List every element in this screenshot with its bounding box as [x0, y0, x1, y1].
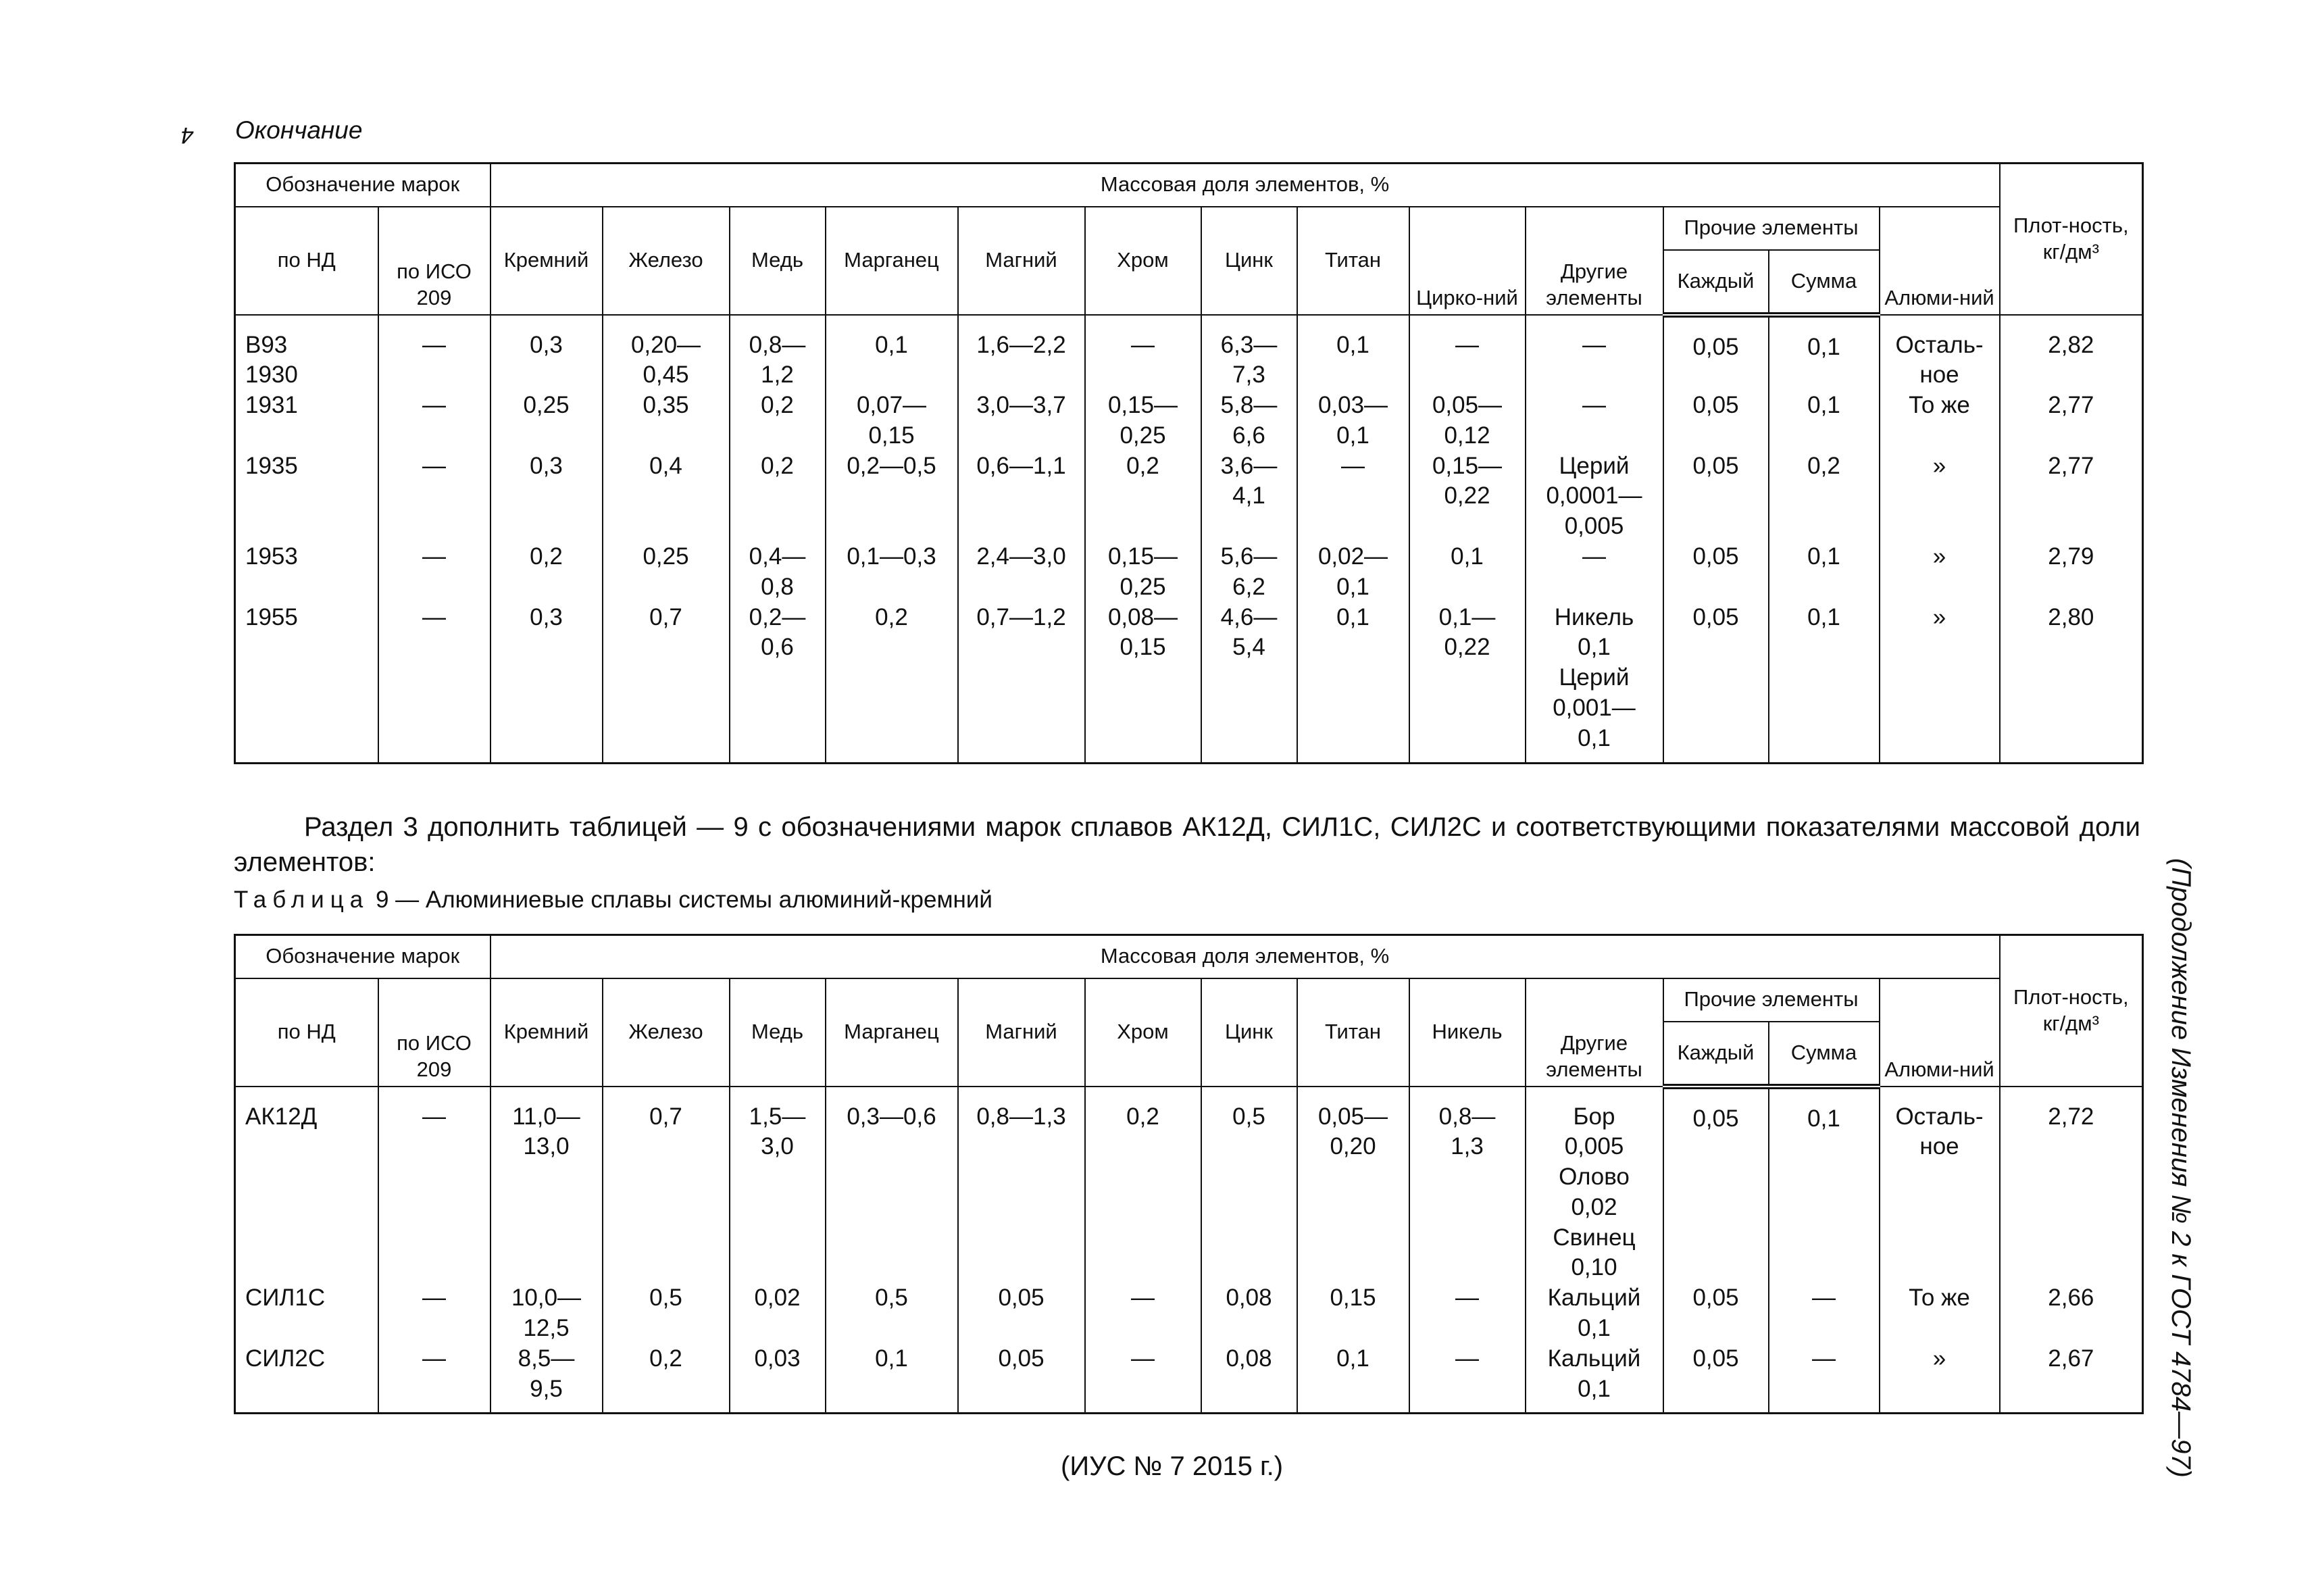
header-copper: Медь	[730, 207, 826, 315]
cell-silicon: 0,3	[491, 603, 603, 763]
cell-silicon: 0,3	[491, 451, 603, 542]
header-grades: Обозначение марок	[235, 164, 491, 207]
table-row	[235, 1283, 2143, 1344]
cell-each: 0,05	[1663, 451, 1769, 542]
header-zirconium: Цирко-ний	[1409, 207, 1526, 315]
cell-zinc: 5,8— 6,6	[1201, 391, 1297, 451]
cell-grade-nd: 1953	[235, 542, 378, 603]
cell-aluminium: »	[1880, 451, 2000, 542]
cell-grade-iso: —	[378, 542, 491, 603]
cell-aluminium: Осталь- ное	[1880, 315, 2000, 391]
cell-col11: 0,1— 0,22	[1409, 603, 1526, 763]
header-mass-fraction: Массовая доля элементов, %	[491, 164, 2000, 207]
cell-titanium: —	[1297, 451, 1409, 542]
header-other-elements: Другие элементы	[1526, 207, 1663, 315]
cell-silicon: 10,0— 12,5	[491, 1283, 603, 1344]
density-label: Плот-ность, кг/дм³	[2013, 985, 2129, 1035]
cell-grade-nd: В93 1930	[235, 315, 378, 391]
cell-manganese: 0,2—0,5	[826, 451, 958, 542]
cell-iron: 0,5	[603, 1283, 730, 1344]
cell-other-elements: —	[1526, 542, 1663, 603]
cell-col11: —	[1409, 315, 1526, 391]
cell-chromium: —	[1085, 315, 1201, 391]
cell-col11: 0,1	[1409, 542, 1526, 603]
cell-iron: 0,20— 0,45	[603, 315, 730, 391]
table-body	[235, 1087, 2143, 1414]
continuation-title: Окончание	[235, 116, 363, 144]
cell-each: 0,05	[1663, 391, 1769, 451]
cell-grade-nd: АК12Д	[235, 1087, 378, 1284]
cell-other-elements: Церий 0,0001— 0,005	[1526, 451, 1663, 542]
header-iron: Железо	[603, 207, 730, 315]
cell-silicon: 8,5— 9,5	[491, 1344, 603, 1414]
cell-col11: 0,8— 1,3	[1409, 1087, 1526, 1284]
cell-sum: 0,1	[1769, 542, 1880, 603]
cell-silicon: 0,25	[491, 391, 603, 451]
cell-each: 0,05	[1663, 1283, 1769, 1344]
cell-aluminium: То же	[1880, 391, 2000, 451]
cell-magnesium: 0,05	[958, 1344, 1085, 1414]
cell-density: 2,67	[2000, 1344, 2143, 1414]
cell-copper: 0,02	[730, 1283, 826, 1344]
header-grades: Обозначение марок	[235, 935, 491, 978]
cell-aluminium: »	[1880, 603, 2000, 763]
cell-other-elements: —	[1526, 391, 1663, 451]
cell-magnesium: 0,6—1,1	[958, 451, 1085, 542]
cell-density: 2,80	[2000, 603, 2143, 763]
cell-zinc: 5,6— 6,2	[1201, 542, 1297, 603]
density-label: Плот-ность, кг/дм³	[2013, 214, 2129, 264]
header-iron: Железо	[603, 978, 730, 1087]
table-row	[235, 1087, 2143, 1284]
header-silicon: Кремний	[491, 207, 603, 315]
cell-manganese: 0,07— 0,15	[826, 391, 958, 451]
cell-manganese: 0,2	[826, 603, 958, 763]
cell-grade-iso: —	[378, 391, 491, 451]
cell-each: 0,05	[1663, 603, 1769, 763]
cell-magnesium: 0,8—1,3	[958, 1087, 1085, 1284]
cell-copper: 0,8— 1,2	[730, 315, 826, 391]
cell-grade-nd: СИЛ2С	[235, 1344, 378, 1414]
cell-zinc: 0,5	[1201, 1087, 1297, 1284]
header-magnesium: Магний	[958, 207, 1085, 315]
cell-magnesium: 0,05	[958, 1283, 1085, 1344]
cell-density: 2,82	[2000, 315, 2143, 391]
alloy-table-1	[234, 162, 2144, 764]
cell-titanium: 0,1	[1297, 603, 1409, 763]
cell-grade-iso: —	[378, 315, 491, 391]
header-chromium: Хром	[1085, 207, 1201, 315]
cell-iron: 0,4	[603, 451, 730, 542]
side-continuation-note: (Продолжение Изменения № 2 к ГОСТ 4784—97)	[2166, 858, 2196, 1478]
header-magnesium: Магний	[958, 978, 1085, 1087]
header-each: Каждый	[1663, 250, 1769, 315]
footer-issue-note: (ИУС № 7 2015 г.)	[1061, 1451, 1284, 1481]
header-manganese: Марганец	[826, 978, 958, 1087]
cell-manganese: 0,1	[826, 1344, 958, 1414]
cell-aluminium: »	[1880, 1344, 2000, 1414]
cell-silicon: 11,0— 13,0	[491, 1087, 603, 1284]
cell-col11: —	[1409, 1344, 1526, 1414]
header-by-nd: по НД	[235, 978, 378, 1087]
cell-grade-iso: —	[378, 1283, 491, 1344]
table-row	[235, 451, 2143, 542]
cell-grade-iso: —	[378, 1087, 491, 1284]
cell-iron: 0,2	[603, 1344, 730, 1414]
cell-copper: 0,4— 0,8	[730, 542, 826, 603]
header-nickel: Никель	[1409, 978, 1526, 1087]
cell-chromium: —	[1085, 1344, 1201, 1414]
cell-each: 0,05	[1663, 315, 1769, 391]
header-manganese: Марганец	[826, 207, 958, 315]
cell-manganese: 0,1	[826, 315, 958, 391]
cell-titanium: 0,03— 0,1	[1297, 391, 1409, 451]
header-aluminium: Алюми-ний	[1880, 207, 2000, 315]
table-row	[235, 1344, 2143, 1414]
cell-other-elements: Бор 0,005 Олово 0,02 Свинец 0,10	[1526, 1087, 1663, 1284]
header-density	[2000, 935, 2143, 1087]
table-caption	[234, 887, 992, 914]
header-by-iso: по ИСО 209	[378, 207, 491, 315]
header-titanium: Титан	[1297, 207, 1409, 315]
cell-chromium: 0,2	[1085, 1087, 1201, 1284]
cell-titanium: 0,02— 0,1	[1297, 542, 1409, 603]
cell-zinc: 0,08	[1201, 1344, 1297, 1414]
cell-chromium: 0,08— 0,15	[1085, 603, 1201, 763]
header-sum: Сумма	[1769, 250, 1880, 315]
cell-titanium: 0,1	[1297, 1344, 1409, 1414]
cell-titanium: 0,1	[1297, 315, 1409, 391]
caption-text: 9 — Алюминиевые сплавы системы алюминий-кремний	[369, 887, 992, 913]
cell-sum: —	[1769, 1344, 1880, 1414]
cell-chromium: 0,2	[1085, 451, 1201, 542]
cell-magnesium: 0,7—1,2	[958, 603, 1085, 763]
cell-zinc: 4,6— 5,4	[1201, 603, 1297, 763]
alloy-table-9	[234, 934, 2144, 1414]
cell-other-elements: —	[1526, 315, 1663, 391]
cell-magnesium: 1,6—2,2	[958, 315, 1085, 391]
cell-other-elements: Кальций 0,1	[1526, 1344, 1663, 1414]
table-row	[235, 315, 2143, 391]
cell-density: 2,79	[2000, 542, 2143, 603]
cell-aluminium: »	[1880, 542, 2000, 603]
cell-each: 0,05	[1663, 542, 1769, 603]
cell-iron: 0,7	[603, 1087, 730, 1284]
cell-zinc: 6,3— 7,3	[1201, 315, 1297, 391]
cell-density: 2,77	[2000, 391, 2143, 451]
cell-titanium: 0,15	[1297, 1283, 1409, 1344]
cell-manganese: 0,3—0,6	[826, 1087, 958, 1284]
cell-each: 0,05	[1663, 1344, 1769, 1414]
cell-density: 2,77	[2000, 451, 2143, 542]
cell-aluminium: То же	[1880, 1283, 2000, 1344]
cell-other-elements: Никель 0,1 Церий 0,001— 0,1	[1526, 603, 1663, 763]
cell-zinc: 3,6— 4,1	[1201, 451, 1297, 542]
cell-col11: 0,05— 0,12	[1409, 391, 1526, 451]
cell-silicon: 0,2	[491, 542, 603, 603]
cell-col11: —	[1409, 1283, 1526, 1344]
header-zinc: Цинк	[1201, 207, 1297, 315]
header-titanium: Титан	[1297, 978, 1409, 1087]
cell-other-elements: Кальций 0,1	[1526, 1283, 1663, 1344]
section-paragraph: Раздел 3 дополнить таблицей — 9 с обозначениями марок сплавов АК12Д, СИЛ1С, СИЛ2С и соответствующими показателями массовой доли элементов:	[234, 812, 2140, 877]
cell-each: 0,05	[1663, 1087, 1769, 1284]
cell-chromium: —	[1085, 1283, 1201, 1344]
cell-iron: 0,35	[603, 391, 730, 451]
cell-grade-iso: —	[378, 451, 491, 542]
cell-sum: 0,1	[1769, 315, 1880, 391]
cell-copper: 0,03	[730, 1344, 826, 1414]
cell-copper: 0,2	[730, 451, 826, 542]
cell-iron: 0,25	[603, 542, 730, 603]
cell-copper: 0,2— 0,6	[730, 603, 826, 763]
header-other-group: Прочие элементы	[1663, 978, 1880, 1022]
cell-col11: 0,15— 0,22	[1409, 451, 1526, 542]
cell-grade-nd: СИЛ1С	[235, 1283, 378, 1344]
cell-grade-nd: 1955	[235, 603, 378, 763]
cell-sum: 0,1	[1769, 603, 1880, 763]
caption-word: Таблица	[234, 887, 370, 913]
cell-copper: 1,5— 3,0	[730, 1087, 826, 1284]
table-row	[235, 603, 2143, 763]
table-row	[235, 542, 2143, 603]
header-by-nd: по НД	[235, 207, 378, 315]
cell-sum: 0,2	[1769, 451, 1880, 542]
cell-manganese: 0,5	[826, 1283, 958, 1344]
cell-grade-nd: 1931	[235, 391, 378, 451]
header-aluminium: Алюми-ний	[1880, 978, 2000, 1087]
header-mass-fraction: Массовая доля элементов, %	[491, 935, 2000, 978]
cell-manganese: 0,1—0,3	[826, 542, 958, 603]
cell-grade-iso: —	[378, 1344, 491, 1414]
page-number: 4	[181, 122, 194, 148]
cell-sum: 0,1	[1769, 1087, 1880, 1284]
header-by-iso: по ИСО 209	[378, 978, 491, 1087]
header-zinc: Цинк	[1201, 978, 1297, 1087]
header-chromium: Хром	[1085, 978, 1201, 1087]
header-other-elements: Другие элементы	[1526, 978, 1663, 1087]
header-sum: Сумма	[1769, 1022, 1880, 1087]
cell-density: 2,72	[2000, 1087, 2143, 1284]
header-density	[2000, 164, 2143, 315]
cell-sum: 0,1	[1769, 391, 1880, 451]
cell-silicon: 0,3	[491, 315, 603, 391]
table-row	[235, 391, 2143, 451]
cell-titanium: 0,05— 0,20	[1297, 1087, 1409, 1284]
cell-iron: 0,7	[603, 603, 730, 763]
cell-copper: 0,2	[730, 391, 826, 451]
cell-sum: —	[1769, 1283, 1880, 1344]
cell-grade-nd: 1935	[235, 451, 378, 542]
header-other-group: Прочие элементы	[1663, 207, 1880, 250]
cell-zinc: 0,08	[1201, 1283, 1297, 1344]
cell-aluminium: Осталь- ное	[1880, 1087, 2000, 1284]
header-each: Каждый	[1663, 1022, 1769, 1087]
cell-magnesium: 2,4—3,0	[958, 542, 1085, 603]
cell-chromium: 0,15— 0,25	[1085, 391, 1201, 451]
cell-magnesium: 3,0—3,7	[958, 391, 1085, 451]
header-copper: Медь	[730, 978, 826, 1087]
table-body	[235, 315, 2143, 764]
cell-density: 2,66	[2000, 1283, 2143, 1344]
cell-grade-iso: —	[378, 603, 491, 763]
cell-chromium: 0,15— 0,25	[1085, 542, 1201, 603]
header-silicon: Кремний	[491, 978, 603, 1087]
